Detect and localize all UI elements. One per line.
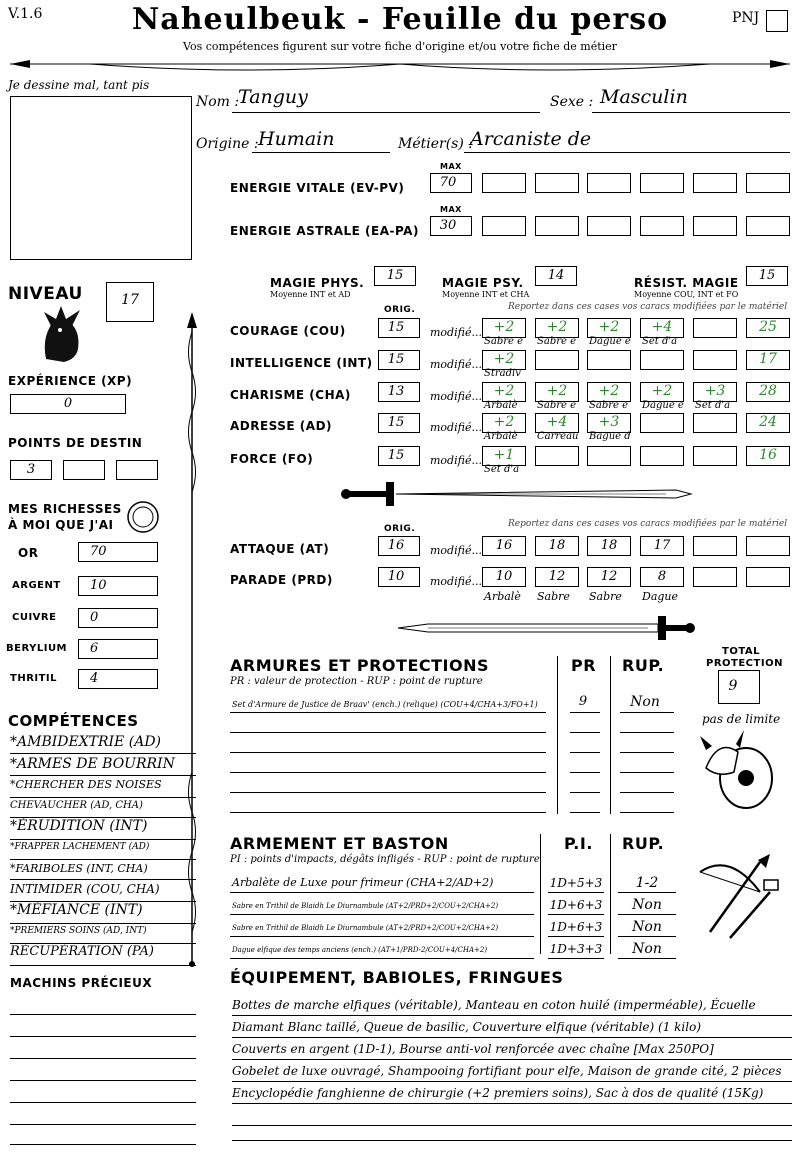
armement-divider: [610, 834, 611, 954]
ev-box[interactable]: [693, 173, 737, 193]
metier-value[interactable]: Arcaniste de: [470, 128, 592, 150]
combat-source: Arbalè: [484, 590, 521, 603]
pr-label: PR: [571, 656, 597, 675]
machins-line[interactable]: [10, 1058, 196, 1059]
sword-icon: [388, 612, 698, 644]
armure-line[interactable]: [230, 772, 546, 773]
carac-label: INTELLIGENCE (INT): [230, 356, 373, 370]
competence-item: RÉCUPÉRATION (PA): [10, 944, 196, 966]
carac-orig-value: 15: [387, 448, 405, 463]
combat-mod-value: 18: [600, 538, 618, 553]
ea-value: 30: [439, 218, 457, 233]
report-note: Reportez dans ces cases vos caracs modifiées par le matériel: [508, 302, 788, 312]
arme-rup[interactable]: Non: [632, 941, 662, 957]
equipement-line[interactable]: [232, 1106, 792, 1126]
carac-mod-source: Carreau: [537, 431, 579, 442]
armure-pr-line[interactable]: [570, 732, 600, 733]
dragon-icon: [36, 304, 86, 364]
destin-label: POINTS DE DESTIN: [8, 436, 143, 450]
carac-mod-box[interactable]: [587, 446, 631, 466]
carac-modifie-label: modifié...: [430, 421, 482, 434]
armure-line[interactable]: [230, 712, 546, 713]
arme-line: [230, 936, 534, 937]
carac-mod-source: Set d'a: [484, 464, 520, 475]
carac-mod-value: +4: [546, 414, 568, 430]
spear-divider-icon: [0, 52, 800, 78]
carac-orig-value: 15: [387, 352, 405, 367]
ev-box[interactable]: [746, 173, 790, 193]
machins-line[interactable]: [10, 1124, 196, 1125]
competence-item: *FRAPPER LÂCHEMENT (AD): [10, 842, 196, 860]
combat-orig-value: 16: [387, 538, 405, 553]
combat-total-box[interactable]: [746, 567, 790, 587]
carac-mod-value: +4: [651, 319, 673, 335]
carac-mod-source: Dague e: [589, 336, 631, 347]
arme-rup-line: [618, 914, 676, 915]
carac-mod-box[interactable]: [640, 446, 684, 466]
sexe-value[interactable]: Masculin: [600, 86, 688, 108]
total-protection-label-1: TOTAL: [722, 646, 760, 657]
carac-mod-value: +3: [704, 383, 726, 399]
armure-pr-line[interactable]: [570, 752, 600, 753]
arme-rup-line: [618, 892, 676, 893]
carac-mod-box[interactable]: [535, 350, 579, 370]
machins-label: MACHINS PRÉCIEUX: [10, 976, 153, 990]
armure-pr[interactable]: 9: [578, 694, 588, 709]
ea-box[interactable]: [587, 216, 631, 236]
pnj-checkbox[interactable]: [766, 10, 788, 32]
magie-psy-value: 14: [547, 268, 565, 283]
page-title: Naheulbeuk - Feuille du perso: [131, 2, 669, 37]
carac-mod-source: Sabre e: [537, 336, 577, 347]
ev-value: 70: [439, 175, 457, 190]
sexe-line: [592, 112, 790, 113]
carac-mod-source: Sabre e: [589, 400, 629, 411]
armure-rup-line[interactable]: [620, 732, 674, 733]
ev-box[interactable]: [640, 173, 684, 193]
berylium-label: BERYLIUM: [6, 643, 68, 654]
carac-label: FORCE (FO): [230, 452, 314, 466]
or-label: OR: [18, 546, 39, 560]
carac-orig-value: 15: [387, 415, 405, 430]
thritil-value: 4: [90, 671, 99, 686]
portrait-box[interactable]: [10, 96, 192, 260]
nom-value[interactable]: Tanguy: [238, 86, 308, 108]
arme-pi-line: [548, 892, 604, 893]
armure-pr-line[interactable]: [570, 792, 600, 793]
ea-box[interactable]: [535, 216, 579, 236]
magie-phys-label: MAGIE PHYS.: [270, 276, 365, 290]
niveau-value: 17: [121, 292, 139, 308]
armure-name[interactable]: Set d'Armure de Justice de Braav' (ench.) (relique) (COU+4/CHA+3/FO+1): [232, 700, 538, 709]
combat-source: Sabre: [589, 590, 622, 603]
carac-mod-source: Set d'a: [642, 336, 678, 347]
carac-mod-value: +3: [598, 414, 620, 430]
report-note-combat: Reportez dans ces cases vos caracs modifiées par le matériel: [508, 519, 788, 529]
arme-pi[interactable]: 1D+6+3: [549, 898, 603, 912]
armure-rup-line[interactable]: [620, 812, 674, 813]
combat-mod-box[interactable]: [693, 567, 737, 587]
cuivre-value: 0: [90, 610, 99, 625]
competence-item: *AMBIDEXTRIE (AD): [10, 734, 196, 754]
carac-mod-value: +2: [546, 383, 568, 399]
equipement-title: ÉQUIPEMENT, BABIOLES, FRINGUES: [230, 968, 564, 987]
carac-mod-value: +1: [493, 447, 515, 463]
carac-orig-value: 15: [387, 320, 405, 335]
armure-line[interactable]: [230, 732, 546, 733]
magie-phys-sub: Moyenne INT et AD: [270, 290, 351, 299]
competences-label: COMPÉTENCES: [8, 712, 139, 730]
machins-line[interactable]: [10, 1102, 196, 1103]
arme-rup[interactable]: Non: [632, 897, 662, 913]
ea-box[interactable]: [746, 216, 790, 236]
pas-de-limite: pas de limite: [702, 712, 781, 726]
machins-line[interactable]: [10, 1080, 196, 1081]
armures-rup-label: RUP.: [622, 656, 665, 675]
arme-pi-line: [548, 914, 604, 915]
total-protection-value: 9: [728, 678, 738, 694]
armures-divider: [557, 656, 558, 814]
carac-mod-value: +2: [493, 319, 515, 335]
ev-box[interactable]: [535, 173, 579, 193]
destin-value-1: 3: [26, 462, 36, 477]
armures-divider: [610, 656, 611, 814]
nom-line: [232, 112, 540, 113]
cuivre-label: CUIVRE: [12, 612, 57, 623]
carac-total-value: 24: [759, 414, 777, 430]
carac-mod-source: Stradiv: [484, 368, 521, 379]
equipement-line-blank[interactable]: [232, 1140, 792, 1141]
machins-line[interactable]: [10, 1014, 196, 1015]
equipement-line[interactable]: Gobelet de luxe ouvragé, Shampooing fortifiant pour elfe, Maison de grande cité, 2 pièces: [232, 1062, 792, 1082]
sword-icon: [336, 478, 696, 510]
xp-label: EXPÉRIENCE (XP): [8, 374, 133, 388]
armures-sub: PR : valeur de protection - RUP : point de rupture: [230, 676, 483, 687]
or-value: 70: [90, 544, 107, 559]
thritil-label: THRITIL: [10, 673, 58, 684]
carac-mod-value: +2: [598, 383, 620, 399]
combat-source: Dague: [642, 590, 679, 603]
argent-label: ARGENT: [12, 580, 61, 591]
carac-mod-box[interactable]: [587, 350, 631, 370]
ea-box[interactable]: [640, 216, 684, 236]
arme-pi-line: [548, 958, 604, 959]
total-protection-label-2: PROTECTION: [706, 658, 783, 669]
sexe-label: Sexe :: [550, 94, 594, 110]
weapons-icon: [690, 852, 782, 942]
max-label-ev: MAX: [440, 162, 462, 171]
ea-box[interactable]: [693, 216, 737, 236]
helmet-shield-icon: [698, 728, 778, 812]
combat-mod-box[interactable]: [693, 536, 737, 556]
carac-modifie-label: modifié...: [430, 390, 482, 403]
competence-item: *ARMES DE BOURRIN: [10, 756, 196, 776]
combat-mod-value: 12: [548, 569, 566, 584]
orig-label-combat: ORIG.: [384, 524, 416, 534]
armement-rup-label: RUP.: [622, 834, 665, 853]
armure-line[interactable]: [230, 792, 546, 793]
carac-mod-value: +2: [493, 414, 515, 430]
armure-pr-line[interactable]: [570, 772, 600, 773]
arme-rup-line: [618, 958, 676, 959]
coin-icon: [126, 500, 160, 534]
carac-mod-box[interactable]: [693, 350, 737, 370]
combat-mod-value: 12: [600, 569, 618, 584]
combat-modifie-label: modifié...: [430, 575, 482, 588]
carac-mod-box[interactable]: [693, 446, 737, 466]
carac-total-value: 17: [759, 351, 777, 367]
armure-pr-line[interactable]: [570, 812, 600, 813]
combat-mod-value: 8: [657, 569, 667, 584]
pnj-label: PNJ: [732, 10, 760, 26]
arme-name[interactable]: Arbalète de Luxe pour frimeur (CHA+2/AD+2): [232, 876, 494, 889]
carac-label: CHARISME (CHA): [230, 388, 351, 402]
carac-orig-value: 13: [387, 384, 405, 399]
ea-label: ENERGIE ASTRALE (EA-PA): [230, 224, 419, 238]
niveau-label: NIVEAU: [8, 284, 83, 304]
carac-mod-source: Sabre e: [537, 400, 577, 411]
carac-mod-value: +2: [651, 383, 673, 399]
destin-box-2[interactable]: [63, 460, 105, 480]
arme-rup[interactable]: Non: [632, 919, 662, 935]
xp-value: 0: [63, 396, 73, 411]
metier-line: [464, 152, 790, 153]
combat-mod-value: 18: [548, 538, 566, 553]
origine-line: [252, 152, 390, 153]
version: V.1.6: [8, 6, 43, 22]
competence-item: *MÉFIANCE (INT): [10, 902, 196, 924]
resist-magie-label: RÉSIST. MAGIE: [634, 276, 739, 290]
carac-mod-box[interactable]: [535, 446, 579, 466]
combat-mod-value: 16: [495, 538, 513, 553]
carac-mod-box[interactable]: [693, 318, 737, 338]
carac-mod-source: Sabre e: [484, 336, 524, 347]
equipement-line[interactable]: Bottes de marche elfiques (véritable), Manteau en coton huilé (imperméable), Écuelle: [232, 996, 792, 1016]
argent-value: 10: [90, 578, 107, 593]
richesses-label-2: À MOI QUE J'AI: [8, 518, 114, 532]
armure-rup-line[interactable]: [620, 792, 674, 793]
machins-line[interactable]: [10, 1144, 196, 1145]
magie-psy-sub: Moyenne INT et CHA: [442, 290, 530, 299]
subtitle: Vos compétences figurent sur votre fiche d'origine et/ou votre fiche de métier: [183, 40, 617, 53]
combat-source: Sabre: [537, 590, 570, 603]
equipement-line[interactable]: Encyclopédie fanghienne de chirurgie (+2 premiers soins), Sac à dos de qualité (15Kg): [232, 1084, 792, 1104]
combat-modifie-label: modifié...: [430, 544, 482, 557]
arme-rup-line: [618, 936, 676, 937]
carac-modifie-label: modifié...: [430, 358, 482, 371]
carac-label: ADRESSE (AD): [230, 419, 333, 433]
armure-line[interactable]: [230, 752, 546, 753]
armement-divider: [540, 834, 541, 954]
carac-modifie-label: modifié...: [430, 454, 482, 467]
orig-label: ORIG.: [384, 305, 416, 315]
armures-title: ARMURES ET PROTECTIONS: [230, 656, 489, 675]
competence-item: *PREMIERS SOINS (AD, INT): [10, 926, 196, 944]
machins-line[interactable]: [10, 1036, 196, 1037]
metier-label: Métier(s) :: [398, 136, 473, 152]
carac-modifie-label: modifié...: [430, 326, 482, 339]
magie-phys-value: 15: [386, 268, 404, 283]
equipement-line[interactable]: Couverts en argent (1D-1), Bourse anti-vol renforcée avec chaîne [Max 250PO]: [232, 1040, 792, 1060]
magie-psy-label: MAGIE PSY.: [442, 276, 524, 290]
carac-total-value: 28: [759, 383, 777, 399]
combat-total-box[interactable]: [746, 536, 790, 556]
arme-pi-line: [548, 936, 604, 937]
ev-box[interactable]: [482, 173, 526, 193]
carac-mod-source: Arbalè: [484, 400, 518, 411]
arme-line: [230, 914, 534, 915]
arme-pi[interactable]: 1D+6+3: [549, 920, 603, 934]
destin-box-3[interactable]: [116, 460, 158, 480]
pi-label: P.I.: [564, 834, 593, 853]
ea-box[interactable]: [482, 216, 526, 236]
equipement-line[interactable]: Diamant Blanc taillé, Queue de basilic, Couverture elfique (véritable) (1 kilo): [232, 1018, 792, 1038]
combat-label: PARADE (PRD): [230, 573, 333, 587]
competence-item: *CHERCHER DES NOISES: [10, 778, 196, 798]
carac-mod-source: Dague e: [642, 400, 684, 411]
origine-value[interactable]: Humain: [258, 128, 335, 150]
carac-mod-source: Set d'a: [695, 400, 731, 411]
combat-label: ATTAQUE (AT): [230, 542, 330, 556]
armure-rup-line[interactable]: [620, 772, 674, 773]
spear-icon: [182, 312, 202, 972]
berylium-value: 6: [90, 641, 99, 656]
origine-label: Origine :: [196, 136, 259, 152]
armure-rup[interactable]: Non: [630, 694, 660, 710]
carac-mod-source: Bague d: [589, 431, 631, 442]
resist-magie-sub: Moyenne COU, INT et FO: [634, 290, 739, 299]
max-label-ea: MAX: [440, 205, 462, 214]
armement-sub: PI : points d'impacts, dégâts infligés - RUP : point de rupture: [230, 854, 540, 865]
armure-line[interactable]: [230, 812, 546, 813]
armure-pr-line[interactable]: [570, 712, 600, 713]
combat-mod-value: 10: [495, 569, 513, 584]
arme-name[interactable]: Sabre en Trithil de Blaidh Le Diurnambule (AT+2/PRD+2/COU+2/CHA+2): [232, 924, 499, 932]
resist-magie-value: 15: [758, 268, 776, 283]
arme-rup[interactable]: 1-2: [635, 875, 659, 891]
arme-line: [230, 958, 534, 959]
carac-label: COURAGE (COU): [230, 324, 346, 338]
richesses-label-1: MES RICHESSES: [8, 502, 122, 516]
ev-label: ENERGIE VITALE (EV-PV): [230, 181, 405, 195]
arme-name[interactable]: Dague elfique des temps anciens (ench.) (AT+1/PRD-2/COU+4/CHA+2): [232, 946, 488, 954]
carac-mod-box[interactable]: [640, 413, 684, 433]
competence-item: *ÉRUDITION (INT): [10, 818, 196, 840]
portrait-label: Je dessine mal, tant pis: [8, 78, 150, 92]
combat-mod-value: 17: [653, 538, 671, 553]
carac-total-value: 25: [759, 319, 777, 335]
arme-name[interactable]: Sabre en Trithil de Blaidh Le Diurnambule (AT+2/PRD+2/COU+2/CHA+2): [232, 902, 499, 910]
competence-item: INTIMIDER (COU, CHA): [10, 882, 196, 902]
carac-mod-value: +2: [493, 383, 515, 399]
carac-mod-value: +2: [598, 319, 620, 335]
competence-item: *FARIBOLES (INT, CHA): [10, 862, 196, 880]
combat-orig-value: 10: [387, 569, 405, 584]
armement-title: ARMEMENT ET BASTON: [230, 834, 449, 853]
nom-label: Nom :: [196, 94, 240, 110]
arme-line: [230, 892, 534, 893]
competence-item: CHEVAUCHER (AD, CHA): [10, 800, 196, 818]
carac-mod-value: +2: [493, 351, 515, 367]
armure-rup-line[interactable]: [620, 752, 674, 753]
carac-mod-value: +2: [546, 319, 568, 335]
arme-pi[interactable]: 1D+5+3: [549, 876, 603, 890]
carac-mod-box[interactable]: [640, 350, 684, 370]
carac-mod-source: Arbalè: [484, 431, 518, 442]
arme-pi[interactable]: 1D+3+3: [549, 942, 603, 956]
carac-total-value: 16: [759, 447, 777, 463]
ev-box[interactable]: [587, 173, 631, 193]
carac-mod-box[interactable]: [693, 413, 737, 433]
armure-rup-line[interactable]: [620, 712, 674, 713]
